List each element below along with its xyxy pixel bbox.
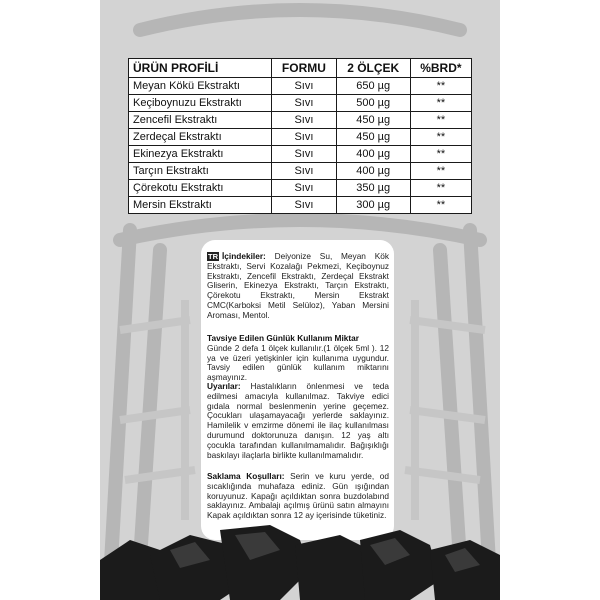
cell-dose: 500 µg [336, 95, 410, 112]
header-product: ÜRÜN PROFİLİ [129, 59, 272, 78]
cell-dose: 350 µg [336, 180, 410, 197]
dark-stones-illustration [100, 520, 500, 600]
table-row [129, 197, 472, 214]
header-form: FORMU [272, 59, 336, 78]
ingredients-section [207, 252, 389, 321]
table-row [129, 78, 472, 95]
cell-dose: 400 µg [336, 146, 410, 163]
table-row [129, 129, 472, 146]
cell-brd: ** [410, 197, 471, 214]
language-badge: TR [208, 252, 218, 261]
usage-text: Günde 2 defa 1 ölçek kullanılır.(1 ölçek 5ml ). 12 ya ve üzeri yetişkinler için kullanıma uygundur. Tavsiy edilen günlük kullanım miktarını aşmayınız. [207, 342, 389, 383]
cell-dose: 450 µg [336, 112, 410, 129]
cell-brd: ** [410, 180, 471, 197]
cell-brd: ** [410, 163, 471, 180]
warnings-text: Hastalıkların önlenmesi ve teda edilmesi amacıyla kullanılmaz. Takviye edici gıdala normal beslenmenin yerine geçemez. Çocukları ulaşamayacağı yerlerde saklayınız. Hamilelik v emzirme dönemi ile ilaç kullanılması durumund doktorunuza danışın. 12 yaş altı çocukla tarafından kullanılmamalıdır. Bağışıklığı baskılayı ilaçlarla birlikte kullanılmamalıdır. [207, 381, 389, 460]
table-header-row [129, 59, 472, 78]
storage-text: Serin ve kuru yerde, od sıcaklığında muhafaza ediniz. Gün ışığından koruyunuz. Kapağı açıldıktan sonra buzdolabınd saklayınız. Ambalajı açılmış ürünü satın almayını Kapak açıldıktan sonra 12 ay içerisinde tüketiniz. [207, 471, 390, 521]
cell-brd: ** [410, 95, 471, 112]
usage-title: Tavsiye Edilen Günlük Kullanım Miktar [207, 333, 359, 343]
cell-form: Sıvı [272, 78, 336, 95]
label-panel [100, 0, 500, 600]
cell-dose: 650 µg [336, 78, 410, 95]
cell-brd: ** [410, 78, 471, 95]
product-profile-table [128, 58, 472, 214]
ingredients-text: Deiyonize Su, Meyan Kök Ekstraktı, Servi Kozalağı Pekmezi, Keçiboynuz Ekstraktı, Zencefil Ekstraktı, Zerdeçal Ekstrakt Gliserin, Ekinezya Ekstraktı, Tarçın Ekstraktı, Çörekotu Ekstraktı, Mersin Ekstrakt CMC(Karboksi Metil Selüloz), Yaban Mersini Aroması, Mentol. [207, 251, 389, 320]
cell-product: Zencefil Ekstraktı [129, 112, 272, 129]
usage-section [207, 334, 389, 383]
cell-brd: ** [410, 146, 471, 163]
table-row [129, 146, 472, 163]
cell-form: Sıvı [272, 163, 336, 180]
header-dose: 2 ÖLÇEK [336, 59, 410, 78]
cell-form: Sıvı [272, 112, 336, 129]
cell-product: Zerdeçal Ekstraktı [129, 129, 272, 146]
warnings-title: Uyarılar: [207, 381, 241, 391]
cell-dose: 400 µg [336, 163, 410, 180]
cell-product: Mersin Ekstraktı [129, 197, 272, 214]
cell-brd: ** [410, 112, 471, 129]
ingredients-title: İçindekiler: [222, 251, 266, 261]
table-row [129, 163, 472, 180]
cell-product: Çörekotu Ekstraktı [129, 180, 272, 197]
cell-form: Sıvı [272, 180, 336, 197]
storage-section [207, 472, 389, 521]
table-row [129, 112, 472, 129]
cell-form: Sıvı [272, 95, 336, 112]
cell-product: Keçiboynuzu Ekstraktı [129, 95, 272, 112]
table-row [129, 95, 472, 112]
cell-dose: 300 µg [336, 197, 410, 214]
header-brd: %BRD* [410, 59, 471, 78]
cell-product: Ekinezya Ekstraktı [129, 146, 272, 163]
cell-brd: ** [410, 129, 471, 146]
cell-form: Sıvı [272, 146, 336, 163]
cell-product: Tarçın Ekstraktı [129, 163, 272, 180]
warnings-section [207, 382, 389, 460]
info-card [201, 240, 394, 540]
storage-title: Saklama Koşulları: [207, 471, 285, 481]
cell-form: Sıvı [272, 197, 336, 214]
cell-dose: 450 µg [336, 129, 410, 146]
cell-form: Sıvı [272, 129, 336, 146]
cell-product: Meyan Kökü Ekstraktı [129, 78, 272, 95]
table-row [129, 180, 472, 197]
